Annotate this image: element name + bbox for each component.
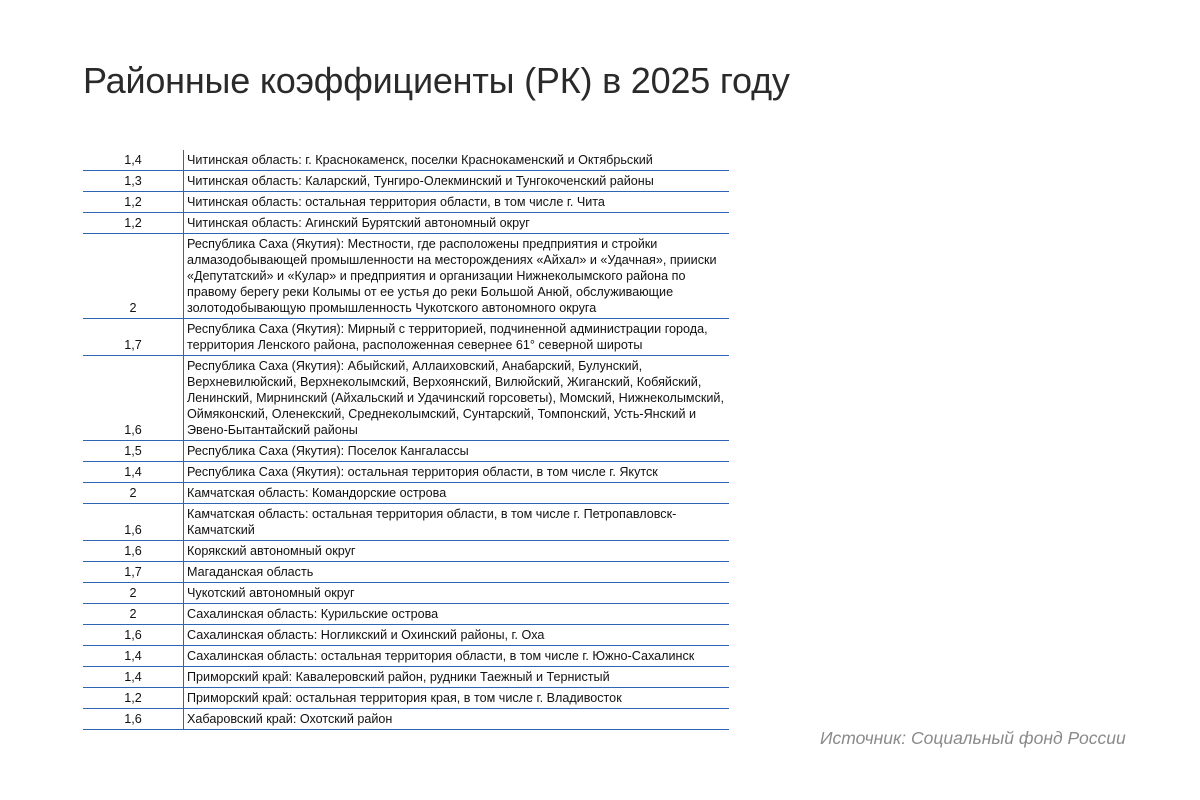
table-row [83, 541, 729, 562]
coefficient-cell: 2 [83, 234, 184, 319]
coefficients-table-body [83, 150, 729, 730]
region-cell: Приморский край: остальная территория края, в том числе г. Владивосток [184, 688, 730, 709]
region-cell: Камчатская область: Командорские острова [184, 483, 730, 504]
coefficient-cell: 1,6 [83, 504, 184, 541]
table-row [83, 192, 729, 213]
source-note: Источник: Социальный фонд России [820, 728, 1126, 748]
table-row [83, 504, 729, 541]
coefficient-cell: 1,6 [83, 356, 184, 441]
coefficient-cell: 2 [83, 583, 184, 604]
region-cell: Хабаровский край: Охотский район [184, 709, 730, 730]
region-cell: Магаданская область [184, 562, 730, 583]
coefficient-cell: 1,7 [83, 562, 184, 583]
table-row [83, 604, 729, 625]
region-cell: Читинская область: Агинский Бурятский автономный округ [184, 213, 730, 234]
table-row [83, 171, 729, 192]
coefficient-cell: 1,3 [83, 171, 184, 192]
table-row [83, 150, 729, 171]
region-cell: Республика Саха (Якутия): остальная территория области, в том числе г. Якутск [184, 462, 730, 483]
region-cell: Читинская область: остальная территория области, в том числе г. Чита [184, 192, 730, 213]
coefficient-cell: 1,2 [83, 192, 184, 213]
region-cell: Приморский край: Кавалеровский район, рудники Таежный и Тернистый [184, 667, 730, 688]
coefficient-cell: 1,4 [83, 462, 184, 483]
coefficient-cell: 1,5 [83, 441, 184, 462]
table-row [83, 688, 729, 709]
coefficient-cell: 1,6 [83, 541, 184, 562]
coefficient-cell: 1,6 [83, 709, 184, 730]
coefficient-cell: 1,6 [83, 625, 184, 646]
table-row [83, 213, 729, 234]
region-cell: Чукотский автономный округ [184, 583, 730, 604]
region-cell: Читинская область: г. Краснокаменск, поселки Краснокаменский и Октябрьский [184, 150, 730, 171]
region-cell: Камчатская область: остальная территория области, в том числе г. Петропавловск-Камчатский [184, 504, 730, 541]
table-row [83, 709, 729, 730]
region-cell: Республика Саха (Якутия): Местности, где расположены предприятия и стройки алмазодобывающей промышленности на месторождениях «Айхал» и «Удачная», прииски «Депутатский» и «Кулар» и предприятия и организации Нижнеколымского района по правому берегу реки Колымы от ее устья до реки Большой Анюй, обслуживающие золотодобывающую промышленность Чукотского автономного округа [184, 234, 730, 319]
coefficient-cell: 2 [83, 483, 184, 504]
table-row [83, 625, 729, 646]
region-cell: Сахалинская область: Ногликский и Охинский районы, г. Оха [184, 625, 730, 646]
region-cell: Корякский автономный округ [184, 541, 730, 562]
table-row [83, 667, 729, 688]
region-cell: Сахалинская область: остальная территория области, в том числе г. Южно-Сахалинск [184, 646, 730, 667]
table-row [83, 319, 729, 356]
coefficient-cell: 2 [83, 604, 184, 625]
region-cell: Сахалинская область: Курильские острова [184, 604, 730, 625]
table-row [83, 583, 729, 604]
coefficients-table [83, 150, 729, 730]
page-title: Районные коэффициенты (РК) в 2025 году [83, 60, 790, 101]
table-row [83, 356, 729, 441]
table-row [83, 441, 729, 462]
coefficient-cell: 1,4 [83, 646, 184, 667]
region-cell: Читинская область: Каларский, Тунгиро-Олекминский и Тунгокоченский районы [184, 171, 730, 192]
region-cell: Республика Саха (Якутия): Мирный с территорией, подчиненной администрации города, территория Ленского района, расположенная севернее 61° северной широты [184, 319, 730, 356]
coefficient-cell: 1,7 [83, 319, 184, 356]
region-cell: Республика Саха (Якутия): Поселок Кангалассы [184, 441, 730, 462]
table-row [83, 483, 729, 504]
coefficient-cell: 1,2 [83, 213, 184, 234]
coefficient-cell: 1,2 [83, 688, 184, 709]
table-row [83, 646, 729, 667]
table-row [83, 462, 729, 483]
table-row [83, 562, 729, 583]
table-row [83, 234, 729, 319]
coefficient-cell: 1,4 [83, 667, 184, 688]
coefficient-cell: 1,4 [83, 150, 184, 171]
region-cell: Республика Саха (Якутия): Абыйский, Аллаиховский, Анабарский, Булунский, Верхневилюйский, Верхнеколымский, Верхоянский, Вилюйский, Жиганский, Кобяйский, Ленинский, Мирнинский (Айхальский и Удачинский горсоветы), Момский, Нижнеколымский, Оймяконский, Оленекский, Среднеколымский, Сунтарский, Томпонский, Усть-Янский и Эвено-Бытантайский районы [184, 356, 730, 441]
